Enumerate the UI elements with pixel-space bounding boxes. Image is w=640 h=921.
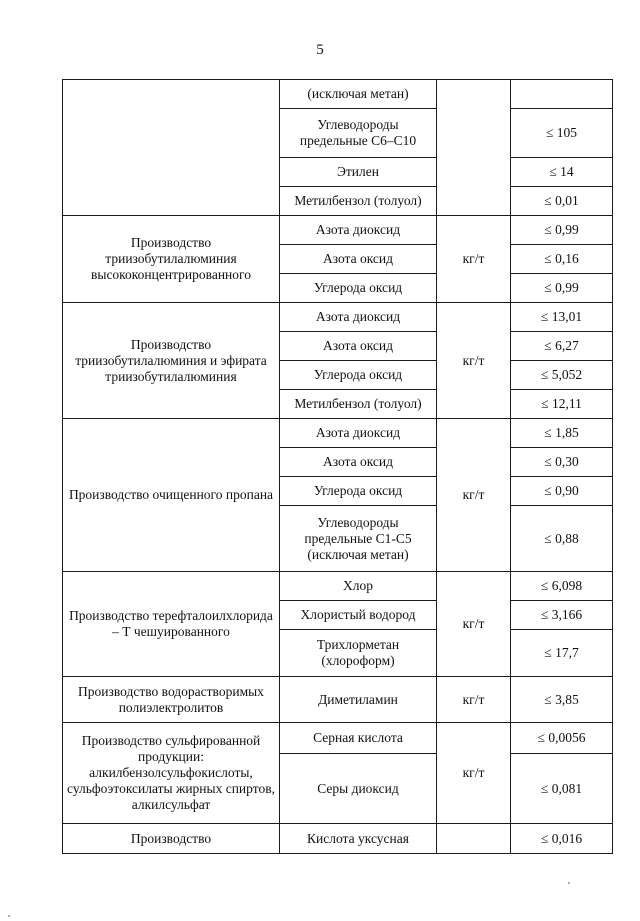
table-row	[63, 572, 613, 601]
substance-cell: Хлористый водород	[280, 601, 437, 630]
limit-value-cell: ≤ 17,7	[511, 630, 613, 677]
substance-cell: Углеводороды предельные С1-С5 (исключая метан)	[280, 506, 437, 572]
substance-cell: Метилбензол (толуол)	[280, 187, 437, 216]
production-cell: Производство триизобутилалюминия высококонцентрированного	[63, 216, 280, 303]
limit-value-cell: ≤ 14	[511, 158, 613, 187]
table-row	[63, 216, 613, 245]
substance-cell: Углерода оксид	[280, 477, 437, 506]
emissions-table	[62, 79, 613, 854]
unit-cell: кг/т	[437, 216, 511, 303]
unit-cell	[437, 80, 511, 216]
limit-value-cell	[511, 80, 613, 109]
substance-cell: Серная кислота	[280, 723, 437, 754]
limit-value-cell: ≤ 0,01	[511, 187, 613, 216]
limit-value-cell: ≤ 12,11	[511, 390, 613, 419]
substance-cell: Трихлорметан (хлороформ)	[280, 630, 437, 677]
substance-cell: Кислота уксусная	[280, 824, 437, 854]
production-cell: Производство триизобутилалюминия и эфирата триизобутилалюминия	[63, 303, 280, 419]
limit-value-cell: ≤ 3,166	[511, 601, 613, 630]
substance-cell: Азота диоксид	[280, 216, 437, 245]
unit-cell: кг/т	[437, 419, 511, 572]
limit-value-cell: ≤ 0,90	[511, 477, 613, 506]
limit-value-cell: ≤ 6,27	[511, 332, 613, 361]
limit-value-cell: ≤ 5,052	[511, 361, 613, 390]
substance-cell: Этилен	[280, 158, 437, 187]
limit-value-cell: ≤ 0,016	[511, 824, 613, 854]
limit-value-cell: ≤ 0,0056	[511, 723, 613, 754]
limit-value-cell: ≤ 13,01	[511, 303, 613, 332]
substance-cell: Серы диоксид	[280, 754, 437, 824]
production-cell: Производство сульфированной продукции: алкилбензолсульфокислоты, сульфоэтоксилаты жирных спиртов, алкилсульфат	[63, 723, 280, 824]
limit-value-cell: ≤ 6,098	[511, 572, 613, 601]
limit-value-cell: ≤ 0,88	[511, 506, 613, 572]
limit-value-cell: ≤ 105	[511, 109, 613, 158]
table-row	[63, 419, 613, 448]
limit-value-cell: ≤ 0,081	[511, 754, 613, 824]
table-row	[63, 303, 613, 332]
table-row	[63, 677, 613, 723]
substance-cell: Азота диоксид	[280, 419, 437, 448]
limit-value-cell: ≤ 0,30	[511, 448, 613, 477]
production-cell: Производство	[63, 824, 280, 854]
unit-cell: кг/т	[437, 723, 511, 824]
limit-value-cell: ≤ 0,99	[511, 274, 613, 303]
page-number: 5	[316, 42, 324, 58]
limit-value-cell: ≤ 3,85	[511, 677, 613, 723]
substance-cell: Углерода оксид	[280, 274, 437, 303]
substance-cell: Азота диоксид	[280, 303, 437, 332]
table-row	[63, 80, 613, 109]
scan-speck	[8, 915, 10, 917]
substance-cell: Метилбензол (толуол)	[280, 390, 437, 419]
limit-value-cell: ≤ 0,99	[511, 216, 613, 245]
limit-value-cell: ≤ 0,16	[511, 245, 613, 274]
unit-cell: кг/т	[437, 572, 511, 677]
substance-cell: Азота оксид	[280, 245, 437, 274]
substance-cell: Углерода оксид	[280, 361, 437, 390]
production-cell: Производство очищенного пропана	[63, 419, 280, 572]
limit-value-cell: ≤ 1,85	[511, 419, 613, 448]
substance-cell: Хлор	[280, 572, 437, 601]
production-cell	[63, 80, 280, 216]
substance-cell: Азота оксид	[280, 332, 437, 361]
scan-speck	[568, 882, 570, 884]
unit-cell: кг/т	[437, 303, 511, 419]
unit-cell: кг/т	[437, 677, 511, 723]
unit-cell	[437, 824, 511, 854]
table-row	[63, 723, 613, 754]
substance-cell: (исключая метан)	[280, 80, 437, 109]
substance-cell: Углеводороды предельные С6–С10	[280, 109, 437, 158]
table-row	[63, 824, 613, 854]
substance-cell: Азота оксид	[280, 448, 437, 477]
production-cell: Производство водорастворимых полиэлектролитов	[63, 677, 280, 723]
production-cell: Производство терефталоилхлорида – Т чешуированного	[63, 572, 280, 677]
substance-cell: Диметиламин	[280, 677, 437, 723]
